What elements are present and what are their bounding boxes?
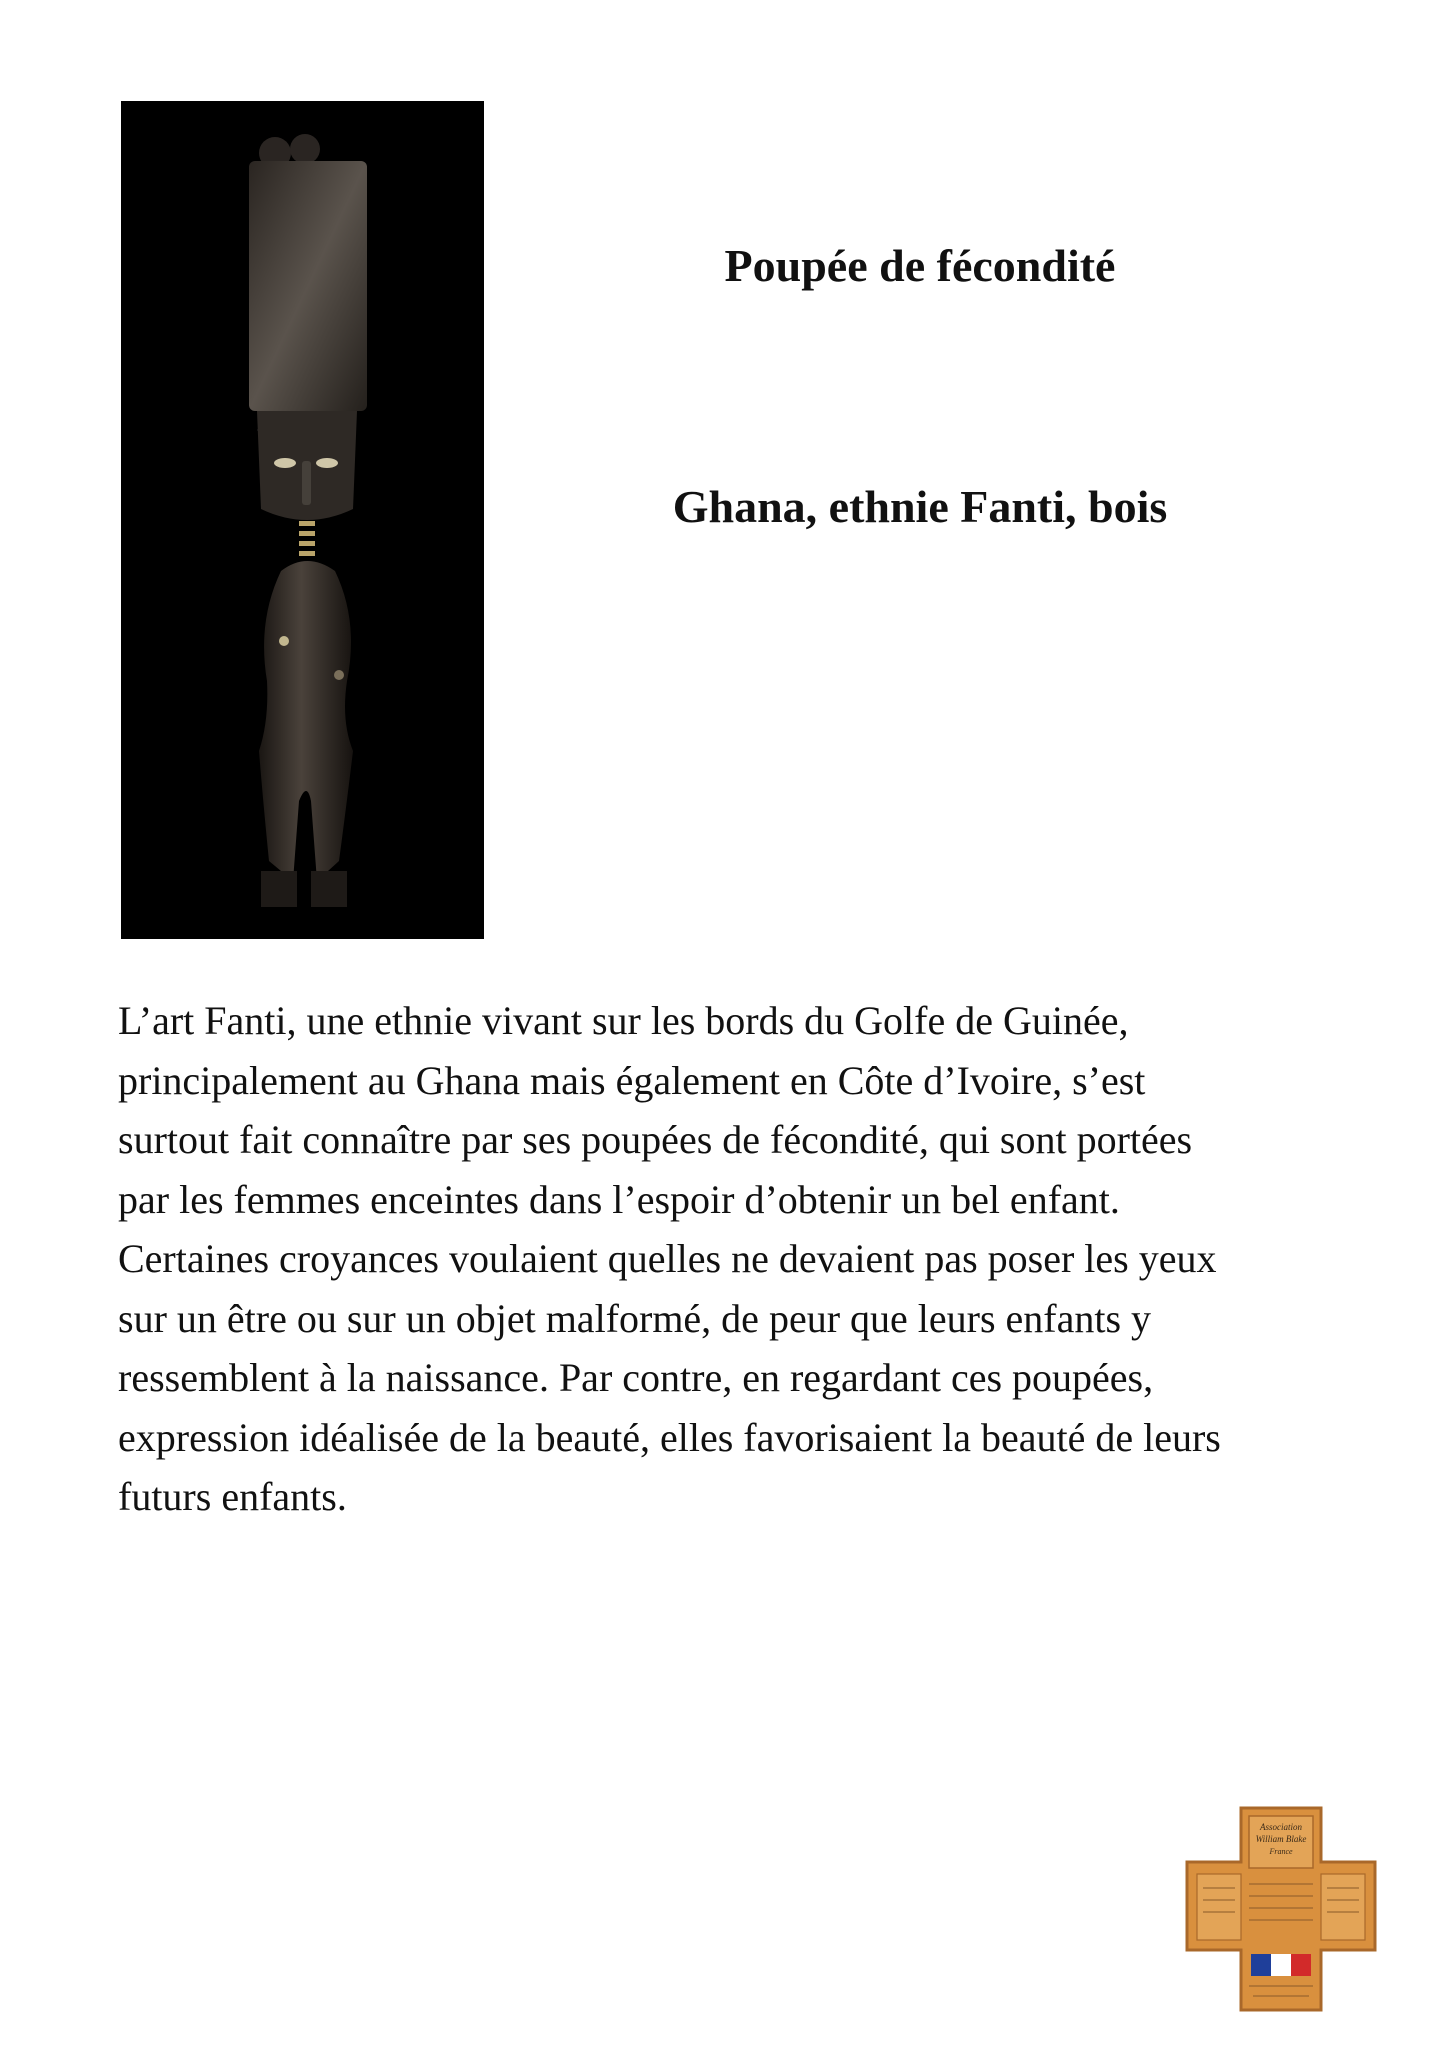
text-line: ressemblent à la naissance. Par contre, en regardant ces poupées, — [118, 1355, 1154, 1400]
fertility-doll-figure — [121, 101, 484, 939]
description-paragraph — [118, 991, 1348, 1527]
text-line: par les femmes enceintes dans l’espoir d’obtenir un bel enfant. — [118, 1176, 1120, 1222]
seal-line-1: Association — [1260, 1822, 1302, 1832]
text-line: sur un être ou sur un objet malformé, de peur que leurs enfants y — [118, 1295, 1152, 1341]
seal-line-3: France — [1269, 1847, 1293, 1856]
text-line: Certaines croyances voulaient quelles ne devaient pas poser les yeux — [118, 1236, 1217, 1281]
text-line: surtout fait connaître par ses poupées de fécondité, qui sont portées — [118, 1117, 1193, 1162]
text-line: futurs enfants. — [118, 1474, 347, 1519]
seal-line-2: William Blake — [1255, 1834, 1307, 1844]
text-line: principalement au Ghana mais également en Côte d’Ivoire, s’est — [118, 1057, 1146, 1103]
text-line: expression idéalisée de la beauté, elles favorisaient la beauté de leurs — [118, 1414, 1221, 1460]
flag-white — [1271, 1954, 1291, 1976]
association-seal — [1183, 1804, 1379, 2014]
text-line: L’art Fanti, une ethnie vivant sur les bords du Golfe de Guinée, — [118, 998, 1129, 1043]
flag-red — [1291, 1954, 1311, 1976]
page-subtitle: Ghana, ethnie Fanti, bois — [672, 481, 1168, 532]
page-title: Poupée de fécondité — [724, 240, 1116, 291]
fanti-doll-photo — [121, 101, 484, 939]
flag-blue — [1251, 1954, 1271, 1976]
